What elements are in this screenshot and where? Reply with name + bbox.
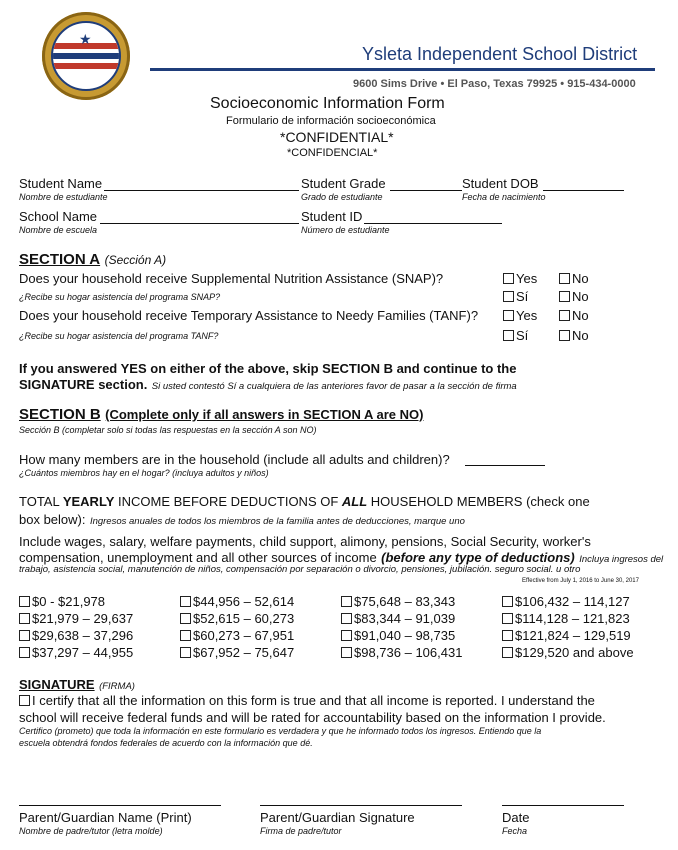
student-dob-field[interactable] <box>543 190 624 191</box>
snap-no-checkbox[interactable]: No <box>559 271 589 286</box>
income-range-option[interactable]: $52,615 – 60,273 <box>180 611 294 626</box>
district-name: Ysleta Independent School District <box>362 44 638 64</box>
student-id-label-es: Número de estudiante <box>301 225 390 235</box>
parent-signature-field[interactable] <box>260 805 462 806</box>
district-seal-logo <box>42 12 130 100</box>
income-range-option[interactable]: $129,520 and above <box>502 645 634 660</box>
income-range-option[interactable]: $37,297 – 44,955 <box>19 645 133 660</box>
income-range-option[interactable]: $0 - $21,978 <box>19 594 105 609</box>
confidential-label: *CONFIDENTIAL* <box>280 129 394 145</box>
household-members-field[interactable] <box>465 465 545 466</box>
skip-instruction-es: Si usted contestó Sí a cualquiera de las anteriores favor de pasar a la sección de firma <box>151 381 517 392</box>
section-a-heading <box>19 251 166 269</box>
income-range-option[interactable]: $29,638 – 37,296 <box>19 628 133 643</box>
student-name-field[interactable] <box>104 190 299 191</box>
tanf-question-es: ¿Recibe su hogar asistencia del programa TANF? <box>19 331 219 341</box>
seal-stripe-red-2 <box>51 63 121 69</box>
student-grade-field[interactable] <box>390 190 462 191</box>
income-range-option[interactable]: $98,736 – 106,431 <box>341 645 462 660</box>
income-range-option[interactable]: $91,040 – 98,735 <box>341 628 455 643</box>
income-range-option[interactable]: $60,273 – 67,951 <box>180 628 294 643</box>
date-field[interactable] <box>502 805 624 806</box>
section-b-note: (Complete only if all answers in SECTION A are NO) <box>105 407 424 422</box>
household-members-question: How many members are in the household (include all adults and children)? <box>19 452 450 467</box>
certification-text-es: Certifico (prometo) que toda la información en este formulario es verdadera y que he informado todos los ingresos. Entiendo que la <box>19 726 542 736</box>
skip-instruction-line2: SIGNATURE section. Si usted contestó Sí a cualquiera de las anteriores favor de pasar a la sección de firma <box>19 377 517 392</box>
income-range-option[interactable]: $75,648 – 83,343 <box>341 594 455 609</box>
confidential-label-es: *CONFIDENCIAL* <box>287 147 378 159</box>
date-label: Date <box>502 810 530 825</box>
tanf-si-checkbox[interactable]: Sí <box>503 328 528 343</box>
student-grade-label-es: Grado de estudiante <box>301 192 383 202</box>
snap-no-es-checkbox[interactable]: No <box>559 289 589 304</box>
seal-stripe-blue <box>51 53 121 59</box>
income-range-option[interactable]: $106,432 – 114,127 <box>502 594 630 609</box>
date-label-es: Fecha <box>502 826 528 836</box>
certification-checkbox[interactable]: I certify that all the information on this form is true and that all income is reported. I understand the <box>19 693 595 708</box>
certification-text-2: school will receive federal funds and will be rated for accountability based on the information I provide. <box>19 710 606 725</box>
section-a-title: SECTION A <box>19 251 101 268</box>
student-dob-label-es: Fecha de nacimiento <box>462 192 546 202</box>
student-id-field[interactable] <box>364 223 502 224</box>
section-b-heading-es: Sección B (completar solo si todas las respuestas en la sección A son NO) <box>19 425 317 435</box>
student-grade-label: Student Grade <box>301 176 386 191</box>
income-range-option[interactable]: $114,128 – 121,823 <box>502 611 630 626</box>
certification-text-es-2: escuela obtendrá fondos federales de acuerdo con la información que dé. <box>19 738 313 748</box>
student-dob-label: Student DOB <box>462 176 539 191</box>
section-a-title-es: (Sección A) <box>104 253 167 267</box>
school-name-label-es: Nombre de escuela <box>19 225 98 235</box>
skip-instruction: If you answered YES on either of the above, skip SECTION B and continue to the <box>19 361 517 376</box>
snap-question-es: ¿Recibe su hogar asistencia del programa SNAP? <box>19 292 221 302</box>
student-id-label: Student ID <box>301 209 363 224</box>
income-range-option[interactable]: $121,824 – 129,519 <box>502 628 631 643</box>
include-income-text-2: compensation, unemployment and all other sources of income (before any type of deductions) Incluya ingresos del <box>19 550 664 565</box>
tanf-no-es-checkbox[interactable]: No <box>559 328 589 343</box>
district-address: 9600 Sims Drive • El Paso, Texas 79925 • 915-434-0000 <box>353 78 636 90</box>
tanf-yes-checkbox[interactable]: Yes <box>503 308 537 323</box>
snap-si-checkbox[interactable]: Sí <box>503 289 528 304</box>
tanf-question: Does your household receive Temporary Assistance to Needy Families (TANF)? <box>19 308 479 323</box>
income-range-option[interactable]: $21,979 – 29,637 <box>19 611 133 626</box>
household-members-question-es: ¿Cuántos miembros hay en el hogar? (incluya adultos y niños) <box>19 468 269 478</box>
header-rule <box>150 68 655 71</box>
student-name-label: Student Name <box>19 176 103 191</box>
total-income-heading-es: Ingresos anuales de todos los miembros de la familia antes de deducciones, marque uno <box>89 516 465 527</box>
student-name-label-es: Nombre de estudiante <box>19 192 108 202</box>
tanf-no-checkbox[interactable]: No <box>559 308 589 323</box>
snap-yes-checkbox[interactable]: Yes <box>503 271 537 286</box>
income-range-option[interactable]: $44,956 – 52,614 <box>180 594 294 609</box>
parent-name-label-es: Nombre de padre/tutor (letra molde) <box>19 826 163 836</box>
effective-dates: Effective from July 1, 2016 to June 30, 2017 <box>522 578 639 584</box>
include-income-text-es: trabajo, asistencia social, manutención de niños, compensación por separación o divorcio, pensiones, jubilación. seguro social. u otro <box>19 564 581 575</box>
form-title-es: Formulario de información socioeconómica <box>226 115 436 127</box>
seal-star-icon: ★ <box>79 31 92 47</box>
income-range-option[interactable]: $83,344 – 91,039 <box>341 611 455 626</box>
parent-signature-label: Parent/Guardian Signature <box>260 810 415 825</box>
section-b-title: SECTION B <box>19 406 101 423</box>
income-range-option[interactable]: $67,952 – 75,647 <box>180 645 294 660</box>
snap-question: Does your household receive Supplemental Nutrition Assistance (SNAP)? <box>19 271 444 286</box>
total-income-heading: TOTAL YEARLY INCOME BEFORE DEDUCTIONS OF ALL HOUSEHOLD MEMBERS (check one <box>19 494 590 509</box>
section-b-heading <box>19 406 423 424</box>
total-income-heading-line2: box below): Ingresos anuales de todos los miembros de la familia antes de deducciones, marque uno <box>19 512 465 527</box>
school-name-label: School Name <box>19 209 98 224</box>
form-title: Socioeconomic Information Form <box>210 95 445 112</box>
parent-name-label: Parent/Guardian Name (Print) <box>19 810 192 825</box>
signature-heading: SIGNATURE (FIRMA) <box>19 677 135 692</box>
include-income-text: Include wages, salary, welfare payments, child support, alimony, pensions, Social Security, worker's <box>19 534 591 549</box>
parent-signature-label-es: Firma de padre/tutor <box>260 826 342 836</box>
school-name-field[interactable] <box>100 223 299 224</box>
seal-center <box>51 21 121 91</box>
parent-name-field[interactable] <box>19 805 221 806</box>
